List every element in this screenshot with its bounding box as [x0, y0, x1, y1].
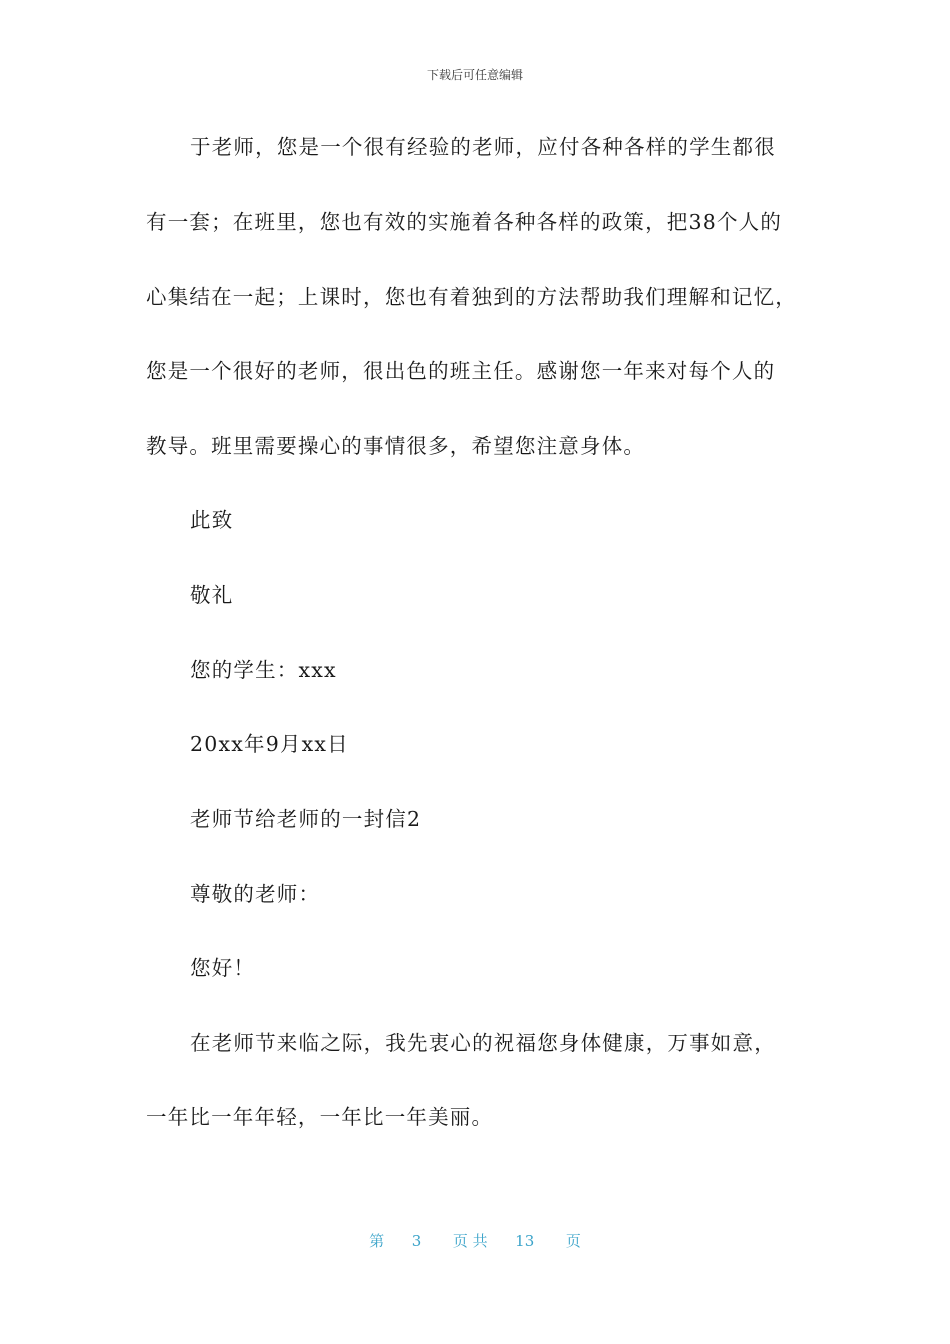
closing-salutation: 此致: [190, 508, 234, 532]
closing-regards: 敬礼: [190, 583, 234, 607]
footer-middle: 页 共: [452, 1232, 488, 1250]
footer-prefix: 第: [369, 1232, 385, 1250]
letter-hello: 您好！: [190, 956, 256, 980]
paragraph-line-5: 教导。班里需要操心的事情很多，希望您注意身体。: [146, 434, 646, 458]
paragraph-line-1: 于老师，您是一个很有经验的老师，应付各种各样的学生都很: [190, 135, 776, 159]
letter-greeting: 尊敬的老师：: [190, 882, 321, 906]
footer-total-pages: 13: [515, 1232, 535, 1250]
paragraph-line-2: 有一套；在班里，您也有效的实施着各种各样的政策，把38个人的: [146, 210, 783, 234]
footer-suffix: 页: [565, 1232, 581, 1250]
signature-date: 20xx年9月xx日: [190, 732, 349, 756]
page-header-note: 下载后可任意编辑: [426, 68, 523, 82]
paragraph-line-7: 一年比一年年轻，一年比一年美丽。: [146, 1105, 494, 1129]
signature-student: 您的学生：xxx: [190, 658, 337, 682]
page-footer: [0, 1230, 950, 1251]
footer-current-page: 3: [411, 1232, 422, 1250]
paragraph-line-3: 心集结在一起；上课时，您也有着独到的方法帮助我们理解和记忆，: [146, 285, 797, 309]
paragraph-line-6: 在老师节来临之际，我先衷心的祝福您身体健康，万事如意，: [190, 1031, 776, 1055]
section-title: 老师节给老师的一封信2: [190, 807, 422, 831]
paragraph-line-4: 您是一个很好的老师，很出色的班主任。感谢您一年来对每个人的: [146, 359, 776, 383]
